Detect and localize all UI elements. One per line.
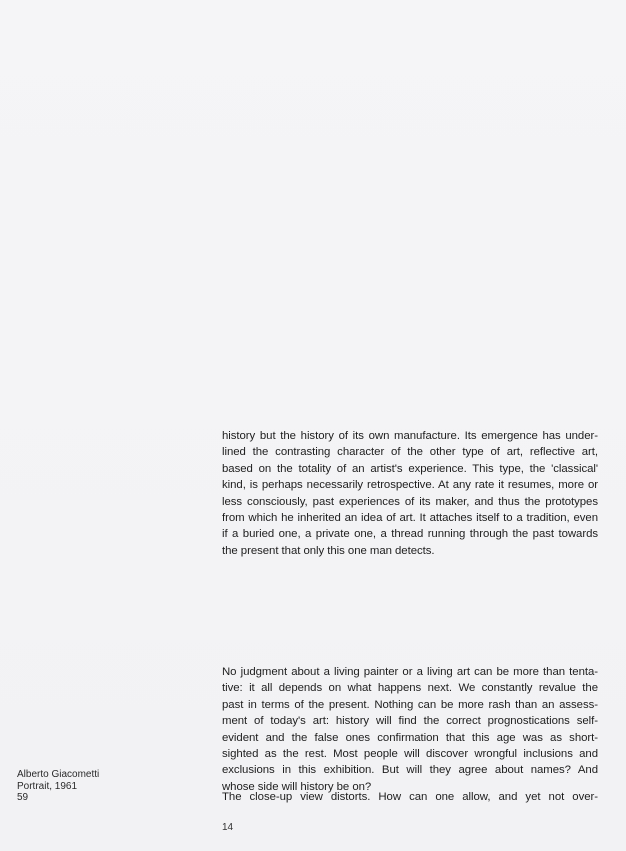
caption-number: 59 (17, 792, 29, 804)
text-line: the present that only this one man detects. (222, 544, 435, 557)
text-line: whose side will history be on? (222, 780, 372, 793)
text-line: lined the contrasting character of the other type of art, reflective art, (222, 446, 598, 459)
text-line: from which he inherited an idea of art. It attaches itself to a tradition, even (222, 512, 598, 525)
caption-artist: Alberto Giacometti (17, 769, 100, 780)
text-line: sighted as the rest. Most people will discover wrongful inclusions and (222, 748, 598, 761)
text-line: No judgment about a living painter or a living art can be more than tenta- (222, 666, 598, 678)
text-line: exclusions in this exhibition. But will they agree about names? And (222, 764, 598, 777)
paragraph-2 (222, 664, 598, 795)
page-number: 14 (222, 822, 234, 833)
text-line: evident and the false ones confirmation that this age was as short- (222, 731, 598, 744)
paragraph-1 (222, 428, 598, 559)
text-line: ment of today's art: history will find the correct prognostications self- (222, 715, 598, 728)
text-line: past in terms of the present. Nothing can be more rash than an assess- (222, 698, 598, 711)
text-line: if a buried one, a private one, a thread running through the past towards (222, 528, 598, 541)
text-line: less consciously, past experiences of its maker, and thus the prototypes (222, 495, 598, 508)
text-line: kind, is perhaps necessarily retrospective. At any rate it resumes, more or (222, 479, 598, 492)
text-line: based on the totality of an artist's experience. This type, the 'classical' (222, 462, 598, 475)
text-line: history but the history of its own manufacture. Its emergence has under- (222, 430, 598, 442)
text-line: tive: it all depends on what happens next. We constantly revalue the (222, 682, 598, 695)
paragraph-3 (222, 789, 598, 805)
figure-caption (17, 769, 99, 804)
text-line: The close-up view distorts. How can one allow, and yet not over- (222, 791, 598, 803)
caption-title: Portrait, 1961 (17, 780, 78, 792)
